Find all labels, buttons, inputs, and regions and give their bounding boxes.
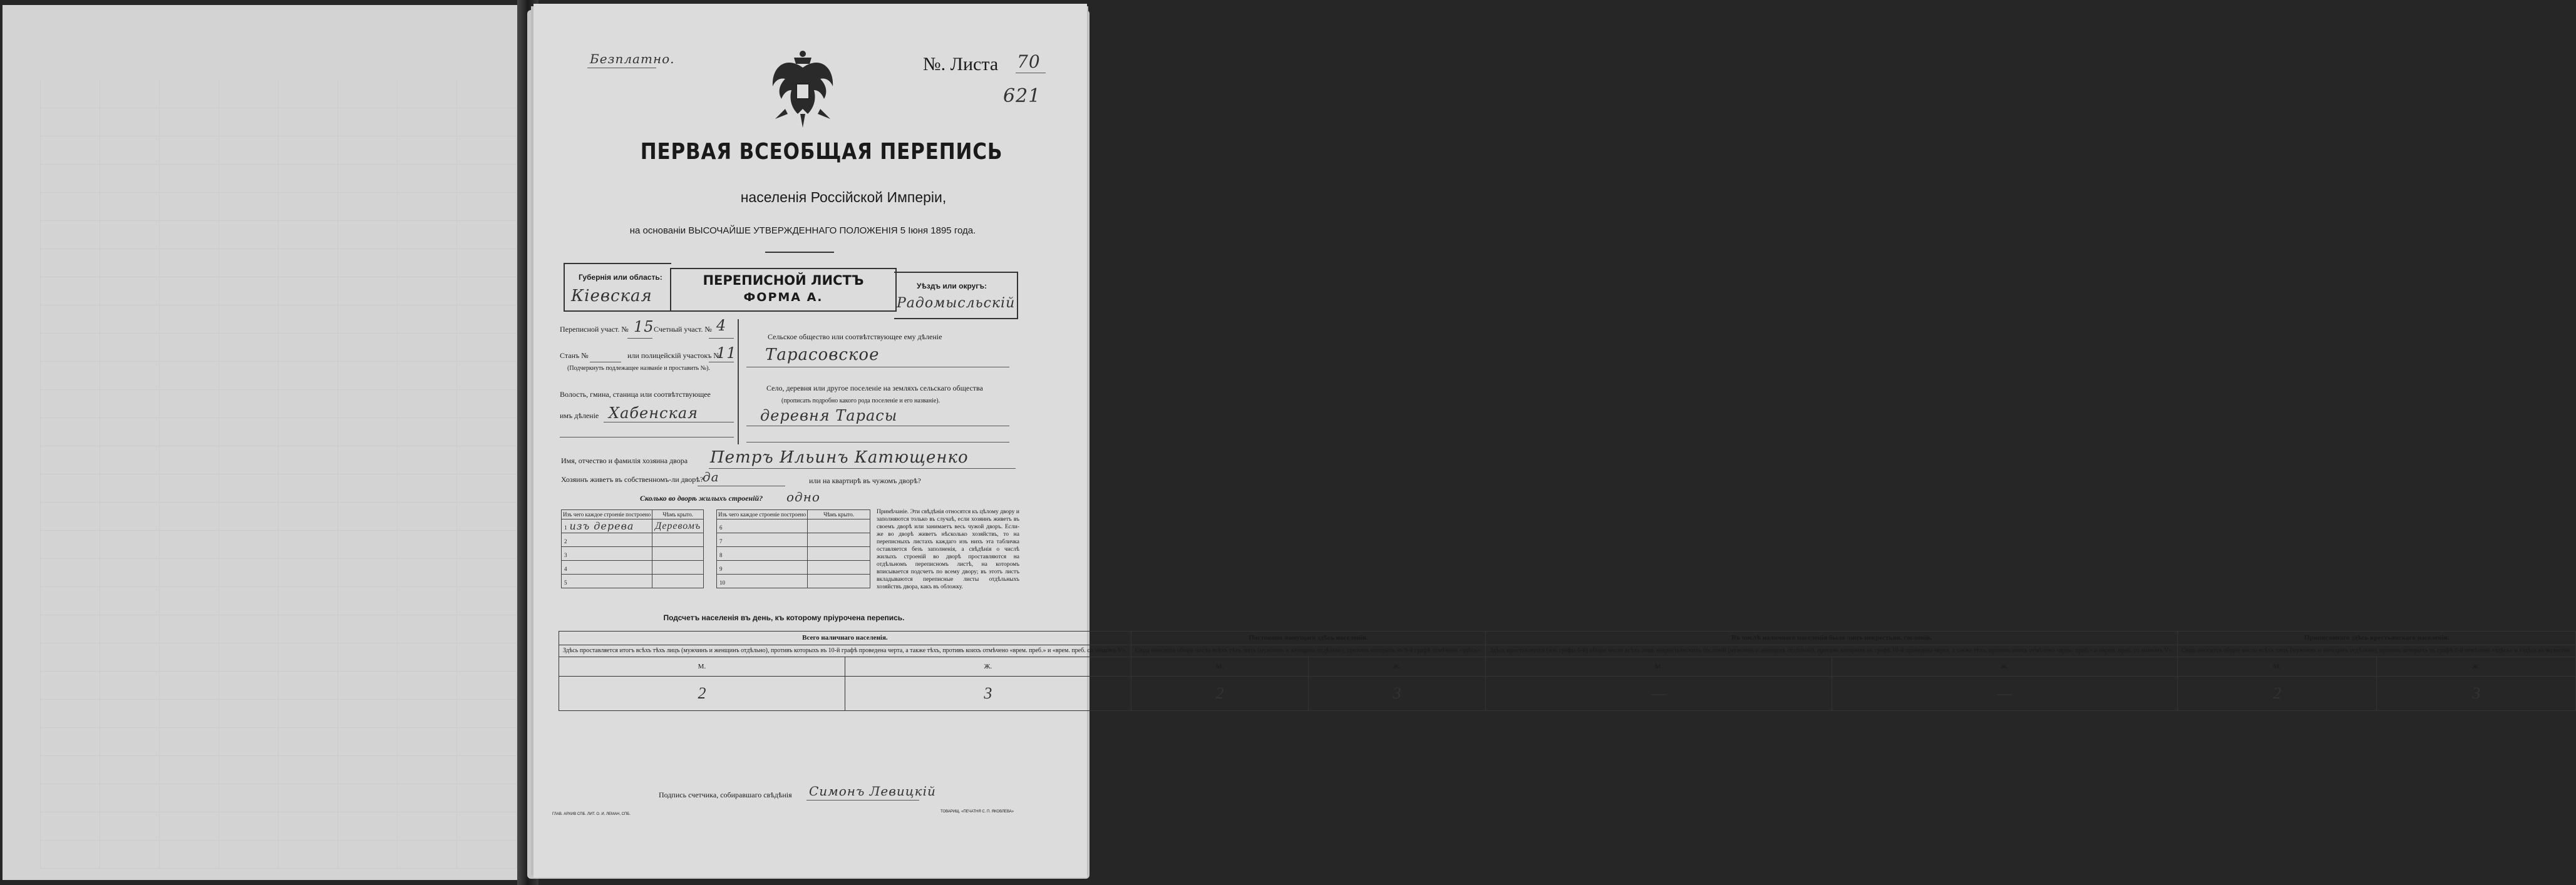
dwelling-row: [717, 547, 870, 561]
male-header: М.: [2177, 657, 2376, 677]
dwelling-roof-value: [808, 561, 870, 575]
dwelling-built-cell: [562, 561, 652, 575]
underline-note: (Подчеркнуть подлежащее названіе и проставить №).: [567, 365, 710, 372]
owner-name-value: Петръ Ильинъ Катющенко: [710, 448, 969, 467]
female-header: Ж.: [1308, 657, 1485, 677]
dwelling-roof-value: [652, 561, 704, 575]
female-count: 3: [845, 677, 1131, 711]
male-count: 2: [2177, 677, 2376, 711]
dwelling-number: 2: [564, 538, 567, 545]
population-column-desc: Сюда вносится общее число всѣхъ лицъ (мужчинъ и женщинъ отдѣльно), противъ которыхъ въ графѣ 8-й отмѣчено «здѣсь» и «здѣсь въ волости».: [2177, 645, 2576, 657]
form-type: ФОРМА А.: [743, 290, 823, 304]
male-count: 2: [559, 677, 845, 711]
free-label: Безплатно.: [590, 51, 675, 66]
dwelling-roof-value: [652, 575, 704, 588]
buildings-value: одно: [786, 489, 820, 504]
dwelling-number: 9: [719, 566, 723, 572]
male-header: М.: [1131, 657, 1308, 677]
population-title: Подсчетъ населенія въ день, къ которому пріурочена перепись.: [663, 613, 905, 622]
dwelling-built-cell: [717, 575, 808, 588]
signature-value: Симонъ Левицкій: [809, 784, 936, 799]
left-page-bleed-through: [40, 80, 523, 869]
dwelling-row: [717, 533, 870, 547]
female-header: Ж.: [2377, 657, 2576, 677]
population-table: [559, 631, 2576, 711]
own-yard-value: да: [703, 469, 719, 484]
dwelling-roof-value: [652, 533, 704, 547]
police-label: или полицейскій участокъ №: [627, 351, 721, 360]
dwelling-roof-value: [808, 533, 870, 547]
dwelling-row: [562, 561, 704, 575]
dwelling-number: 10: [719, 580, 725, 586]
imperial-eagle-icon: [766, 49, 839, 130]
sheet-number-alt: 621: [1003, 85, 1041, 107]
left-page: [3, 5, 535, 880]
dwelling-built-cell: [562, 533, 652, 547]
dwelling-built-cell: [562, 575, 652, 588]
dwelling-row: [562, 519, 704, 533]
population-column-head: Постоянно живущаго здѣсь населенія.: [1131, 632, 1485, 645]
own-yard-label: Хозяинъ живетъ въ собственномъ-ли дворѣ?: [561, 475, 704, 484]
form-title-box: [670, 268, 897, 312]
province-box: [564, 263, 671, 312]
dwelling-number: 4: [564, 566, 567, 572]
province-value: Кіевская: [571, 287, 652, 305]
admin-divider: [738, 319, 739, 444]
sheet-number-value: 70: [1017, 51, 1041, 72]
census-subtitle: населенія Россійской Имперіи,: [740, 189, 947, 205]
female-count: —: [1832, 677, 2177, 711]
volost-label: Волость, гмина, станица или соотвѣтствующее: [560, 390, 711, 399]
count-plot-value: 4: [716, 317, 727, 334]
printer-left: ГЛАВ. АРХИВ СПБ. ЛИТ. О. И. ЛЕМАН, СПБ.: [552, 812, 631, 816]
dwelling-roof-value: [808, 519, 870, 533]
dwelling-row: [717, 519, 870, 533]
police-value: 11: [716, 344, 737, 362]
district-value: Радомысльскій: [897, 295, 1016, 311]
dwelling-built-cell: [717, 547, 808, 561]
society-label: Сельское общество или соотвѣтствующее ему дѣленіе: [768, 332, 942, 341]
female-header: Ж.: [845, 657, 1131, 677]
population-column-head: Всего наличнаго населенія.: [559, 632, 1131, 645]
population-column-desc: Здѣсь проставляется итогъ всѣхъ тѣхъ лицъ (мужчинъ и женщинъ отдѣльно), противъ которыхъ въ 10-й графѣ проведена черта, а также тѣхъ, противъ коихъ отмѣчено «врем. преб.» и «врем. преб. со знакомъ V».: [559, 645, 1131, 657]
dwellings-table-left: [561, 509, 704, 588]
male-count: —: [1486, 677, 1832, 711]
population-column-desc: Здѣсь проставляется (изъ графы 6-й) общее число всѣхъ лицъ некрестьянскихъ сословій (мужчинъ и женщинъ отдѣльно), противъ которыхъ въ графѣ 10-й проведена черта, а также тѣхъ, противъ коихъ отмѣчено «врем. преб.» и «врем. преб. со знакомъ V».: [1486, 645, 2178, 657]
dwellings-note: Примѣчаніе. Эти свѣдѣнія относятся къ цѣлому двору и заполняются только въ случаѣ, если хозяинъ живетъ въ своемъ дворѣ или занимаетъ весь чужой дворъ. Если-же во дворѣ живетъ нѣсколько хозяйствъ, то на переписныхъ листахъ каждаго изъ нихъ эта табличка оставляется безъ заполненія, а свѣдѣнія о числѣ жилыхъ строеній во дворѣ проставляются на отдѣльномъ переписномъ листѣ, на которомъ вписывается подсчетъ по всему двору; въ этотъ листъ вкладываются переписные листы отдѣльныхъ хозяйствъ двора, какъ въ обложку.: [877, 509, 1019, 590]
stan-label: Станъ №: [560, 351, 589, 360]
dwelling-roof-value: [808, 575, 870, 588]
district-label: Уѣздъ или округъ:: [917, 282, 987, 290]
census-plot-label: Переписной участ. №: [560, 325, 629, 334]
society-value: Тарасовское: [765, 345, 880, 364]
dwelling-roof-value: [808, 547, 870, 561]
dwelling-built-cell: [562, 519, 652, 533]
female-count: 3: [1308, 677, 1485, 711]
dwelling-number: 1: [564, 524, 567, 531]
dwelling-number: 3: [564, 552, 567, 558]
buildings-label: Сколько во дворѣ жилыхъ строеній?: [640, 494, 763, 503]
population-column-desc: Сюда вносится общее число всѣхъ тѣхъ лицъ (мужчинъ и женщинъ отдѣльно), противъ которыхъ въ 9-й графѣ отмѣчено «здѣсь».: [1131, 645, 1485, 657]
apartment-label: или на квартирѣ въ чужомъ дворѣ?: [809, 476, 921, 485]
dwelling-number: 8: [719, 552, 723, 558]
province-label: Губернія или область:: [579, 273, 662, 282]
dwelling-roof-value: Деревомъ: [652, 519, 704, 533]
dwelling-built-value: изъ дерева: [569, 520, 634, 532]
village-note: (прописать подробно какого рода поселеніе и его названіе).: [781, 397, 940, 404]
census-title: ПЕРВАЯ ВСЕОБЩАЯ ПЕРЕПИСЬ: [640, 139, 1003, 165]
volost-value: Хабенская: [609, 404, 699, 422]
dwelling-built-cell: [717, 519, 808, 533]
population-column-head: Приписаннаго здѣсь крестьянскаго населенія.: [2177, 632, 2576, 645]
owner-name-label: Имя, отчество и фамилія хозяина двора: [561, 456, 688, 465]
signature-label: Подпись счетчика, собиравшаго свѣдѣнія: [659, 790, 792, 799]
dwelling-row: [717, 561, 870, 575]
dwelling-number: 7: [719, 538, 723, 545]
dwelling-built-cell: [562, 547, 652, 561]
dwelling-row: [562, 547, 704, 561]
male-count: 2: [1131, 677, 1308, 711]
village-value: деревня Тарасы: [760, 407, 898, 424]
dwelling-built-cell: [717, 561, 808, 575]
village-label: Село, деревня или другое поселеніе на земляхъ сельскаго общества: [766, 384, 983, 392]
dwelling-row: [562, 533, 704, 547]
dw-col-built-2: Изъ чего каждое строеніе построено: [717, 510, 808, 519]
female-count: 3: [2377, 677, 2576, 711]
dwelling-number: 5: [564, 580, 567, 586]
population-column-head: Въ числѣ наличнаго населенія было лицъ некрестьян. сословій.: [1486, 632, 2178, 645]
printer-right: ТОВАРИЩ. «ПЕЧАТНЯ С. П. ЯКОВЛЕВА»: [940, 810, 1014, 814]
dwelling-row: [562, 575, 704, 588]
male-header: М.: [1486, 657, 1832, 677]
ornament-divider: [765, 252, 834, 253]
census-plot-value: 15: [634, 318, 654, 335]
dw-col-roof: Чѣмъ крыто.: [652, 510, 704, 519]
census-form-page: [533, 4, 2572, 877]
census-basis: на основаніи ВЫСОЧАЙШЕ УТВЕРЖДЕННАГО ПОЛОЖЕНІЯ 5 Іюня 1895 года.: [629, 225, 976, 236]
dw-col-roof-2: Чѣмъ крыто.: [808, 510, 870, 519]
female-header: Ж.: [1832, 657, 2177, 677]
volost-label-2: имъ дѣленіе: [560, 411, 599, 420]
sheet-number-label: №. Листа: [923, 54, 999, 74]
count-plot-label: Счетный участ. №: [654, 325, 712, 334]
male-header: М.: [559, 657, 845, 677]
dwelling-built-cell: [717, 533, 808, 547]
form-title: ПЕРЕПИСНОЙ ЛИСТЪ: [703, 273, 864, 288]
dwelling-number: 6: [719, 524, 723, 531]
dwelling-roof-value: [652, 547, 704, 561]
dwellings-table-right: [716, 509, 870, 588]
dw-col-built: Изъ чего каждое строеніе построено: [562, 510, 652, 519]
dwelling-row: [717, 575, 870, 588]
district-box: [894, 272, 1018, 319]
